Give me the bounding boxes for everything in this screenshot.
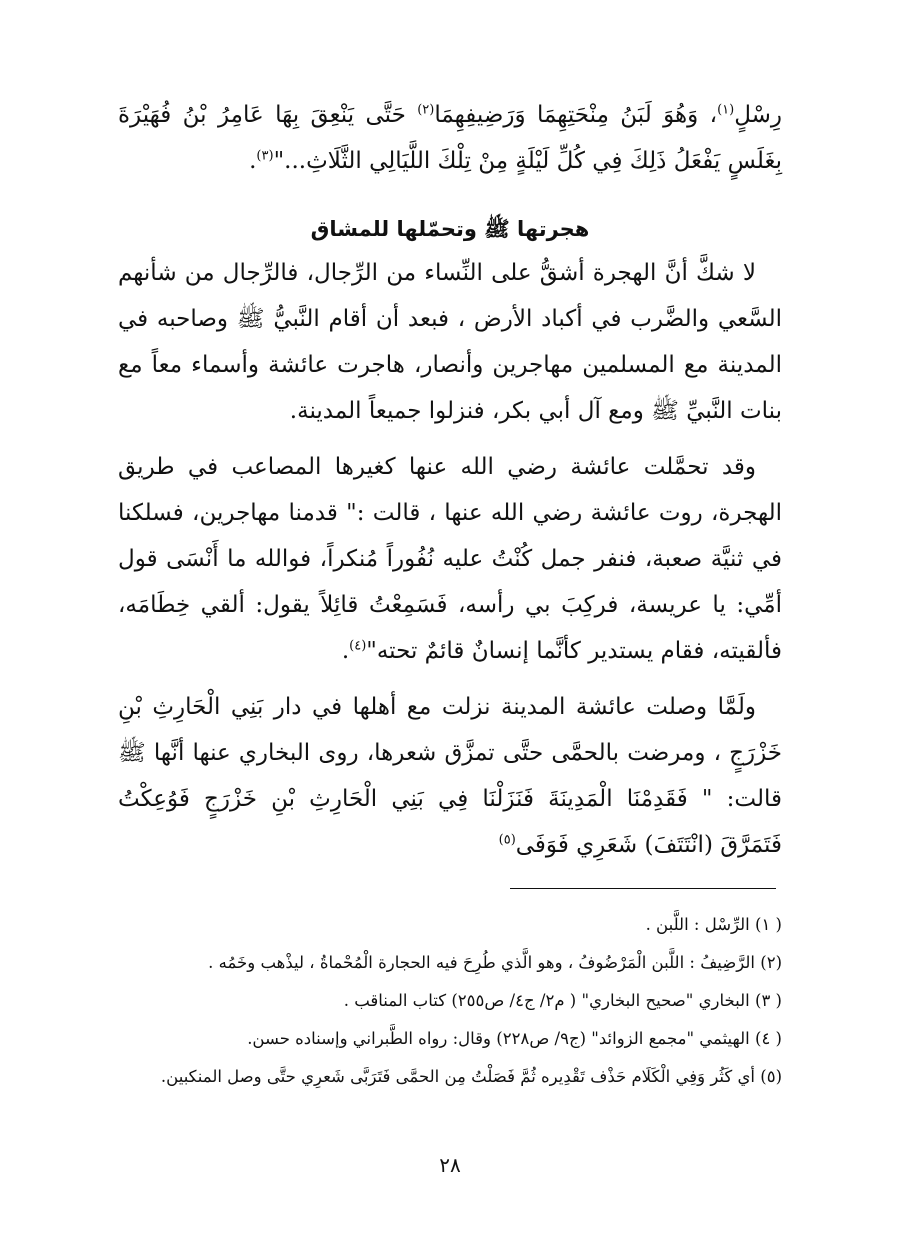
footnote-5: (٥) أي كَثُر وَفِي الْكَلَام حَذْف تَقْدِيره ثُمَّ فَصَلْتُ مِن الحمَّى فَتَرَبَّى شَعرِي حتَّى وصل المنكبين. bbox=[160, 1067, 782, 1086]
footnote-ref-1[interactable]: (١) bbox=[717, 102, 735, 118]
footnotes-section bbox=[118, 906, 782, 1096]
footnote-divider bbox=[510, 888, 776, 889]
footnote-4: ( ٤) الهيثمي "مجمع الزوائد" (ج٩/ ص٢٢٨) وقال: رواه الطَّبراني وإسناده حسن. bbox=[247, 1029, 782, 1048]
paragraph-arrival-madina bbox=[118, 684, 782, 868]
paragraph-text: . bbox=[341, 638, 350, 664]
paragraph-text: رِسْلٍ bbox=[734, 102, 782, 128]
footnote-ref-4[interactable]: (٤) bbox=[349, 638, 367, 654]
section-heading: هجرتها ﷺ وتحمّلها للمشاق bbox=[310, 217, 590, 241]
paragraph-text: . bbox=[249, 148, 257, 174]
footnote-1: ( ١) الرِّسْل : اللَّبن . bbox=[645, 915, 782, 934]
paragraph-hijra-story bbox=[118, 444, 782, 674]
footnote-ref-2[interactable]: (٢) bbox=[417, 102, 435, 118]
footnote-ref-3[interactable]: (٣) bbox=[256, 148, 274, 164]
main-text bbox=[118, 92, 782, 868]
paragraph-text: ولَمَّا وصلت عائشة المدينة نزلت مع أهلها في دار بَنِي الْحَارِثِ بْنِ خَزْرَجٍ ، ومرضت بالحمَّى حتَّى تمزَّق شعرها، روى البخاري عنها أنَّها ﷺ قالت: " فَقَدِمْنَا الْمَدِينَةَ فَنَزَلْنَا فِي بَنِي الْحَارِثِ بْنِ خَزْرَجٍ فَوُعِكْتُ فَتَمَرَّقَ (انْتَتَفَ) شَعَرِي فَوَفَى bbox=[118, 694, 782, 858]
footnote-2: (٢) الرَّضِيفُ : اللَّبن الْمَرْضُوفُ ، وهو الَّذي طُرِحَ فيه الحجارة الْمُحْماةُ ، ليذْهب وخَمُه . bbox=[208, 953, 782, 972]
paragraph-text: حَتَّى يَنْعِقَ بِهَا عَامِرُ بْنُ فُهَيْرَةَ بِغَلَسٍ يَفْعَلُ ذَلِكَ فِي كُلِّ لَيْلَةٍ مِنْ تِلْكَ اللَّيَالِي الثَّلَاثِ..." bbox=[118, 102, 782, 174]
paragraph-continuation bbox=[118, 92, 782, 184]
page-number: ٢٨ bbox=[439, 1153, 461, 1177]
footnote-ref-5[interactable]: (٥) bbox=[498, 832, 516, 848]
paragraph-hijra-hardship: لا شكَّ أنَّ الهجرة أشقُّ على النِّساء من الرِّجال، فالرِّجال من شأنهم السَّعي والضَّرب في أكباد الأرض ، فبعد أن أقام النَّبيُّ ﷺ وصاحبه في المدينة مع المسلمين مهاجرين وأنصار، هاجرت عائشة وأسماء معاً مع بنات النَّبيِّ ﷺ ومع آل أبي بكر، فنزلوا جميعاً المدينة. bbox=[118, 260, 782, 424]
footnote-3: ( ٣) البخاري "صحيح البخاري" ( م٢/ ج٤/ ص٢٥٥) كتاب المناقب . bbox=[343, 991, 782, 1010]
paragraph-text: ، وَهُوَ لَبَنُ مِنْحَتِهِمَا وَرَضِيفِهِمَا bbox=[434, 102, 718, 128]
paragraph-text: وقد تحمَّلت عائشة رضي الله عنها كغيرها المصاعب في طريق الهجرة، روت عائشة رضي الله عنها ، قالت :" قدمنا مهاجرين، فسلكنا في ثنيَّة صعبة، فنفر جمل كُنْتُ عليه نُفُوراً مُنكراً، فوالله ما أَنْسَى قول أمِّي: يا عريسة، فركِبَ بي رأسه، فَسَمِعْتُ قائِلاً يقول: ألقي خِطَامَه، فألقيته، فقام يستدير كأنَّما إنسانٌ قائمٌ تحته" bbox=[118, 454, 782, 664]
